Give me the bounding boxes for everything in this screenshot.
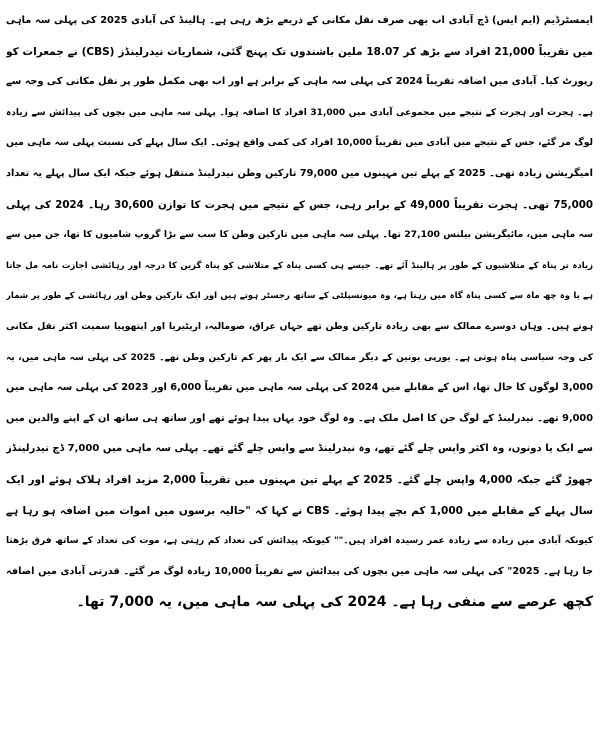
article-line: سے ایک یا دونوں، وہ اکثر واپس چلے گئے تھے، وہ نیدرلینڈ سے واپس چلے گئے تھے۔ پہلی سہ ماہی میں 7,000 ڈچ نیدرلینڈز xyxy=(6,443,593,455)
article-line: 75,000 تھی۔ ہجرت تقریباً 49,000 کے برابر رہی، جس کے نتیجے میں ہجرت کا توازن 30,600 رہا۔ 2024 کی پہلی xyxy=(6,198,593,211)
article-line: 9,000 تھے۔ نیدرلینڈ کے لوگ جن کا اصل ملک ہے۔ وہ لوگ خود یہاں پیدا ہوئے تھے اور ساتھ ہی ساتھ ان کے اپنے والدین میں xyxy=(6,412,593,424)
article-line: رپورٹ کیا۔ آبادی میں اضافہ تقریباً 2024 کی پہلی سہ ماہی کے برابر ہے اور اب بھی مکمل طور پر نقل مکانی کی وجہ سے xyxy=(6,76,593,88)
article-line: چھوڑ گئے جبکہ 4,000 واپس چلے گئے۔ 2025 کے پہلے تین مہینوں میں تقریباً 2,000 مزید افراد ہلاک ہوئے اور ایک xyxy=(6,473,593,486)
article-line: کچھ عرصے سے منفی رہا ہے۔ 2024 کی پہلی سہ ماہی میں، یہ 7,000 تھا۔ xyxy=(76,594,593,611)
article-line: لوگ مر گئے، جس کے نتیجے میں آبادی میں تقریباً 10,000 افراد کی کمی واقع ہوئی۔ ایک سال پہلے کی نسبت پہلی سہ ماہی میں xyxy=(6,137,593,149)
article-line: ہوتے ہیں۔ وہاں دوسرے ممالک سے بھی زیادہ تارکین وطن تھے جہاں عراق، صومالیہ، اریٹیریا اور ایتھوپیا سمیت اکثر نقل مکانی xyxy=(6,320,593,332)
article-line: امیگریشن زیادہ تھی۔ 2025 کے پہلے تین مہینوں میں 79,000 تارکین وطن نیدرلینڈ منتقل ہوئے جبکہ ایک سال پہلے یہ تعداد xyxy=(6,167,593,179)
article-line: کیونکہ آبادی میں زیادہ سے زیادہ عمر رسیدہ افراد ہیں۔"" کیونکہ پیدائش کی تعداد کم رہتی ہے، موت کی تعداد کے ساتھ فرق بڑھتا xyxy=(6,536,593,547)
article-line: کی وجہ سیاسی پناہ ہوتی ہے۔ یورپی یونین کے دیگر ممالک سے ایک بار پھر کم تارکین وطن تھے۔ 2025 کی پہلی سہ ماہی میں، یہ xyxy=(6,352,593,363)
article-line: جا رہا ہے۔ 2025" کی پہلی سہ ماہی میں بچوں کی پیدائش سے تقریباً 10,000 زیادہ لوگ مر گئے۔ قدرتی آبادی میں اضافہ xyxy=(6,565,593,577)
article-line: سہ ماہی میں، مائیگریشن بیلنس 27,100 تھا۔ پہلی سہ ماہی میں تارکین وطن کا سب سے بڑا گروپ شامیوں کا تھا، جن میں سے xyxy=(6,229,593,241)
article-line: 3,000 لوگوں کا حال تھا، اس کے مقابلے میں 2024 کی پہلی سہ ماہی میں تقریباً 6,000 اور 2023 کی پہلی سہ ماہی میں xyxy=(6,382,593,394)
article-line: ہے۔ ہجرت اور ہجرت کے نتیجے میں مجموعی آبادی میں 31,000 افراد کا اضافہ ہوا۔ پہلی سہ ماہی میں بچوں کی پیدائش سے زیادہ xyxy=(6,107,593,118)
article-body xyxy=(6,6,593,618)
article-line: میں تقریباً 21,000 افراد سے بڑھ کر 18.07 ملین باشندوں تک پہنچ گئی، شماریات نیدرلینڈز (CBS) نے جمعرات کو xyxy=(6,45,593,58)
article-line: ہے یا وہ چھ ماہ سے کسی پناہ گاہ میں رہتا ہے، وہ میونسپلٹی کے ساتھ رجسٹر ہوتے ہیں اور ایک تارکین وطن اور رہائشی کے طور پر شمار xyxy=(6,291,593,302)
article-line: سال پہلے کے مقابلے میں 1,000 کم بچے پیدا ہوئے۔ CBS نے کہا کہ "حالیہ برسوں میں اموات میں اضافہ ہو رہا ہے xyxy=(6,504,593,517)
article-line: ایمسٹرڈیم (ایم ایس) ڈچ آبادی اب بھی صرف نقل مکانی کے ذریعے بڑھ رہی ہے۔ ہالینڈ کی آبادی 2025 کی پہلی سہ ماہی xyxy=(6,15,593,26)
article-line: زیادہ تر پناہ کے متلاشیوں کے طور پر ہالینڈ آئے تھے۔ جیسے ہی کسی پناہ کے متلاشی کو پناہ گزین کا درجہ اور رہائشی اجازت نامہ مل جاتا xyxy=(6,260,593,271)
